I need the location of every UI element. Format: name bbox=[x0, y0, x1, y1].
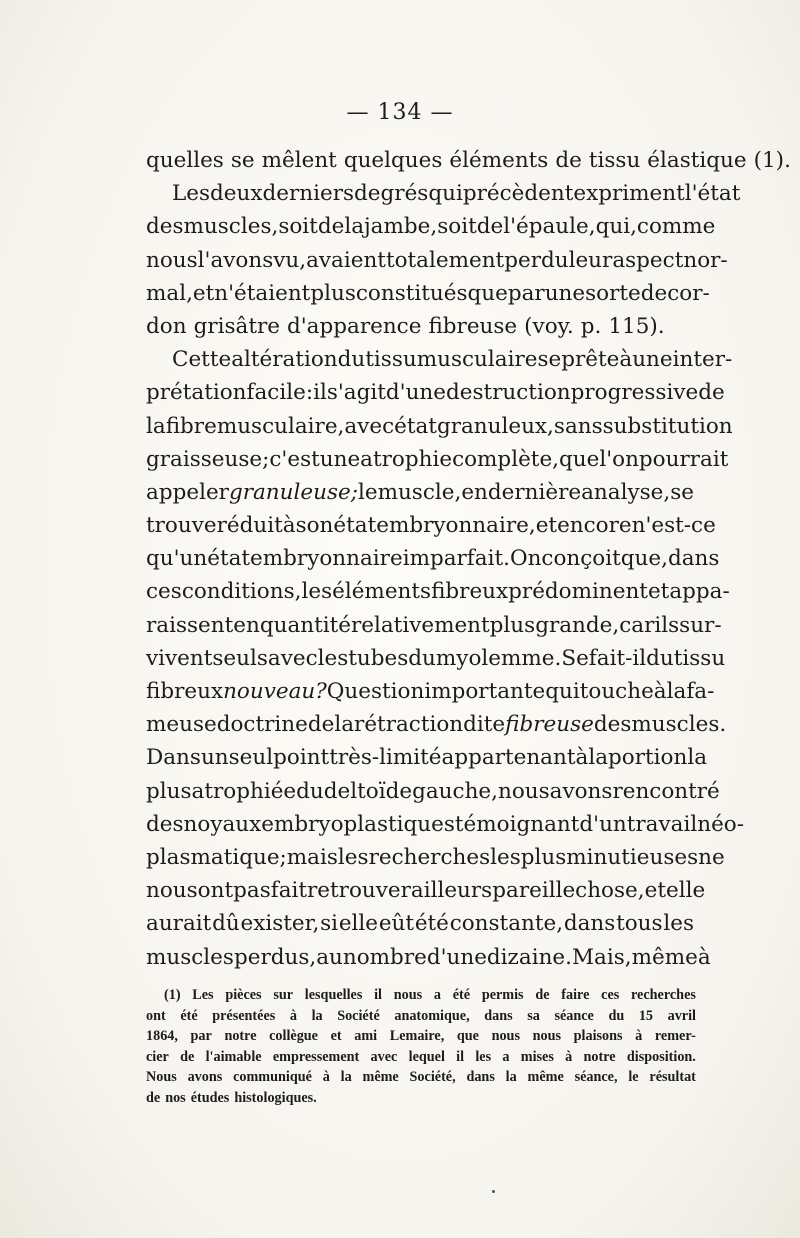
text-line-9: la fibre musculaire, avec état granuleux, sans substitution bbox=[146, 413, 733, 439]
text-line-17: fibreux nouveau? Question importante qui touche à la fa- bbox=[146, 679, 715, 704]
text-line-3: des muscles, soit de la jambe, soit de l'épaule, qui, comme bbox=[146, 214, 716, 240]
text-line-18: meuse doctrine de la rétraction dite fibreuse des muscles. bbox=[146, 712, 727, 738]
text-line-25: muscles perdus, au nombre d'une dizaine. Mais, même à bbox=[146, 944, 711, 970]
text-line-12: trouve réduit à son état embryonnaire, et encore n'est-ce bbox=[146, 513, 716, 539]
footnote-line-1: (1) Les pièces sur lesquelles il nous a été permis de faire ces recherches bbox=[164, 987, 696, 1003]
footnote-line-4: cier de l'aimable empressement avec lequel il les a mises à notre disposition. bbox=[146, 1048, 696, 1065]
text-line-19: Dans un seul point très-limité appartenant à la portion la bbox=[146, 745, 708, 771]
text-line-5: mal, et n'étaient plus constitués que par une sorte de cor- bbox=[146, 280, 710, 306]
text-line-16: vivent seuls avec les tubes du myolemme. Se fait-il du tissu bbox=[146, 645, 726, 671]
text-line-20: plus atrophiée du deltoïde gauche, nous avons rencontré bbox=[146, 778, 720, 804]
text-line-10: graisseuse ; c'est une atrophie complète, que l'on pourrait bbox=[146, 446, 729, 472]
page-number: — 134 — bbox=[346, 100, 454, 125]
footnote-line-3: 1864, par notre collègue et ami Lemaire, que nous nous plaisons à remer- bbox=[146, 1028, 696, 1045]
footnote-line-6: de nos études histologiques. bbox=[146, 1089, 317, 1106]
text-line-13: qu'un état embryonnaire imparfait. On conçoit que, dans bbox=[146, 546, 720, 572]
footnote-line-5: Nous avons communiqué à la même Société, dans la même séance, le résultat bbox=[146, 1069, 696, 1086]
footnote-block bbox=[146, 985, 696, 1109]
text-line-7: Cette altération du tissu musculaire se prête à une inter- bbox=[172, 347, 733, 373]
text-line-6: don grisâtre d'apparence fibreuse (voy. p. 115). bbox=[146, 313, 665, 339]
text-line-4: nous l'avons vu, avaient totalement perdu leur aspect nor- bbox=[146, 247, 728, 273]
text-line-22: plasmatique ; mais les recherches les plus minutieuses ne bbox=[146, 844, 725, 870]
text-line-14: ces conditions, les éléments fibreux prédominent et appa- bbox=[146, 579, 730, 605]
text-line-2: Les deux derniers degrés qui précèdent expriment l'état bbox=[172, 181, 741, 207]
text-line-1: quelles se mêlent quelques éléments de tissu élastique (1). bbox=[146, 148, 791, 173]
ink-speck bbox=[492, 1190, 495, 1193]
text-line-11: appeler granuleuse; le muscle, en dernière analyse, se bbox=[146, 479, 694, 505]
text-line-23: nous ont pas fait retrouver ailleurs pareille chose, et elle bbox=[146, 878, 706, 904]
text-line-15: raissent en quantité relativement plus grande, car ils sur- bbox=[146, 612, 722, 638]
text-line-24: aurait dû exister, si elle eût été constante, dans tous les bbox=[146, 911, 694, 937]
text-line-21: des noyaux embryoplastiques témoignant d'un travail néo- bbox=[146, 811, 744, 837]
text-line-8: prétation facile : il s'agit d'une destruction progressive de bbox=[146, 380, 725, 406]
footnote-line-2: ont été présentées à la Société anatomique, dans sa séance du 15 avril bbox=[146, 1007, 696, 1024]
main-text bbox=[146, 144, 791, 974]
